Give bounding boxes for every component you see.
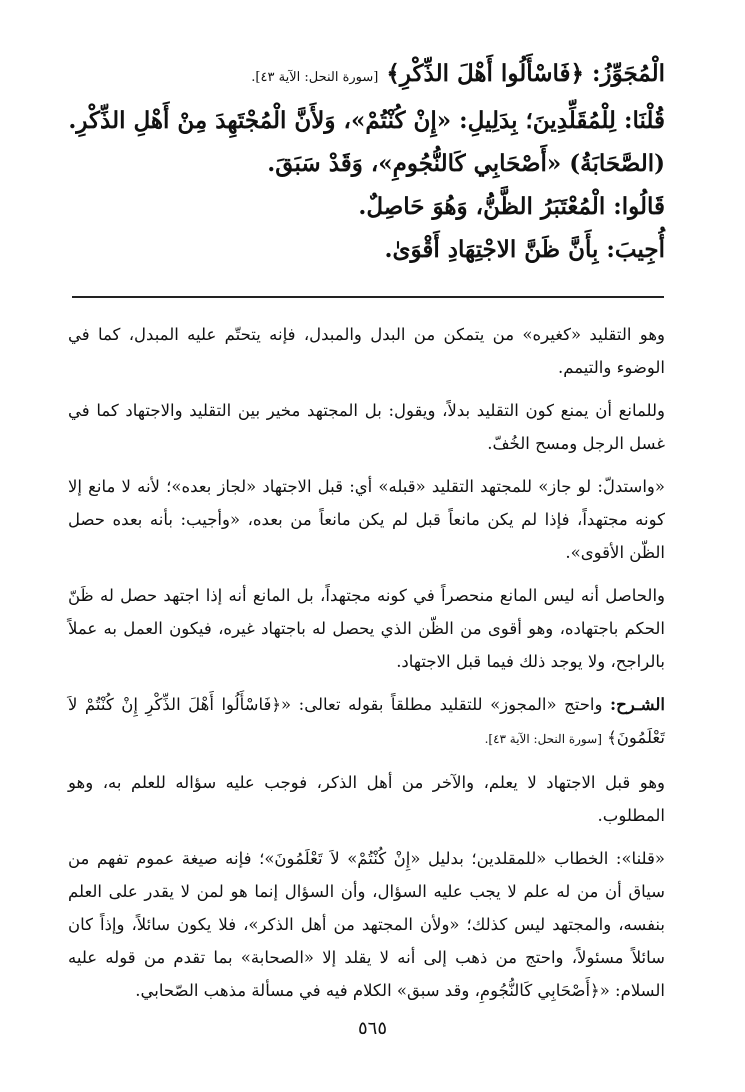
separator-rule — [72, 296, 664, 298]
matn-line: أُجِيبَ: بِأَنَّ ظَنَّ الاجْتِهَادِ أَقْوَىٰ. — [384, 236, 665, 263]
commentary-paragraph: «قلنا»: الخطاب «للمقلدين؛ بدليل «إِنْ كُنْتُمْ» لاَ تَعْلَمُونَ»؛ فإنه صيغة عموم تفهم من سياق أن من له علم لا يجب عليه السؤال، وأن السؤال إنما هو لمن لا يقدر على العلم بنفسه، والمجتهد ليس كذلك؛ «ولأن المجتهد من أهل الذكر»، فلا يكون سائلاً، وإذاً كان سائلاً مسئولاً، واحتج من ذهب إلى أنه لا يقلد إلا «الصحابة» بما تقدم من قوله عليه السلام: «﴿أَصْحَابِي كَالنُّجُومِ، وقد سبق» الكلام فيه في مسألة مذهب الصّحابي. — [68, 849, 665, 1000]
matn-line-text: الْمُجَوِّزُ: ﴿فَاسْأَلُوا أَهْلَ الذِّكْرِ﴾ — [386, 60, 665, 87]
commentary-block — [68, 318, 665, 1017]
matn-line: قَالُوا: الْمُعْتَبَرُ الظَّنُّ، وَهُوَ حَاصِلٌ. — [358, 193, 665, 220]
sharh-heading: الشـرح: — [609, 695, 665, 714]
matn-text-block — [68, 52, 665, 271]
commentary-text: واحتج «المجوز» للتقليد مطلقاً بقوله تعالى: «﴿فَاسْأَلُوا أَهْلَ الذِّكْرِ إِنْ كُنْتُمْ لاَ تَعْلَمُونَ﴾ — [68, 695, 665, 747]
page-number: ٥٦٥ — [357, 1018, 387, 1039]
matn-line: قُلْنَا: لِلْمُقَلِّدِينَ؛ بِدَلِيلِ: «إِنْ كُنْتُمْ»، وَلأَنَّ الْمُجْتَهِدَ مِنْ أَهْلِ الذِّكْرِ. — [68, 107, 665, 134]
matn-line — [150, 52, 665, 99]
commentary-paragraph — [68, 688, 665, 756]
matn-line: (الصَّحَابَةُ) «أَصْحَابِي كَالنُّجُومِ»، وَقَدْ سَبَقَ. — [267, 150, 665, 177]
quran-reference: [سورة النحل: الآية ٤٣]. — [484, 732, 602, 746]
commentary-paragraph: «واستدلّ: لو جاز» للمجتهد التقليد «قبله» أي: قبل الاجتهاد «لجاز بعده»؛ لأنه لا مانع إلا كونه مجتهداً، فإذا لم يكن مانعاً قبل لم يكن مانعاً من بعده، «وأجيب: بأنه بعده حصل الظّن الأقوى». — [68, 477, 665, 562]
commentary-paragraph: والحاصل أنه ليس المانع منحصراً في كونه مجتهداً، بل المانع أنه إذا اجتهد حصل له ظَنّ الحكم باجتهاده، وهو أقوى من الظّن الذي يحصل له باجتهاد غيره، فيكون العمل به عملاً بالراجح، ولا يوجد ذلك فيما قبل الاجتهاد. — [68, 586, 665, 671]
commentary-paragraph: وهو التقليد «كغيره» من يتمكن من البدل والمبدل، فإنه يتحتّم عليه المبدل، كما في الوضوء والتيمم. — [68, 325, 666, 377]
commentary-paragraph: وللمانع أن يمنع كون التقليد بدلاً، ويقول: بل المجتهد مخير بين التقليد والاجتهاد كما في غسل الرجل ومسح الخُفّ. — [68, 401, 665, 453]
quran-reference: [سورة النحل: الآية ٤٣]. — [251, 70, 379, 85]
commentary-paragraph: وهو قبل الاجتهاد لا يعلم، والآخر من أهل الذكر، فوجب عليه سؤاله للعلم به، وهو المطلوب. — [68, 773, 665, 825]
